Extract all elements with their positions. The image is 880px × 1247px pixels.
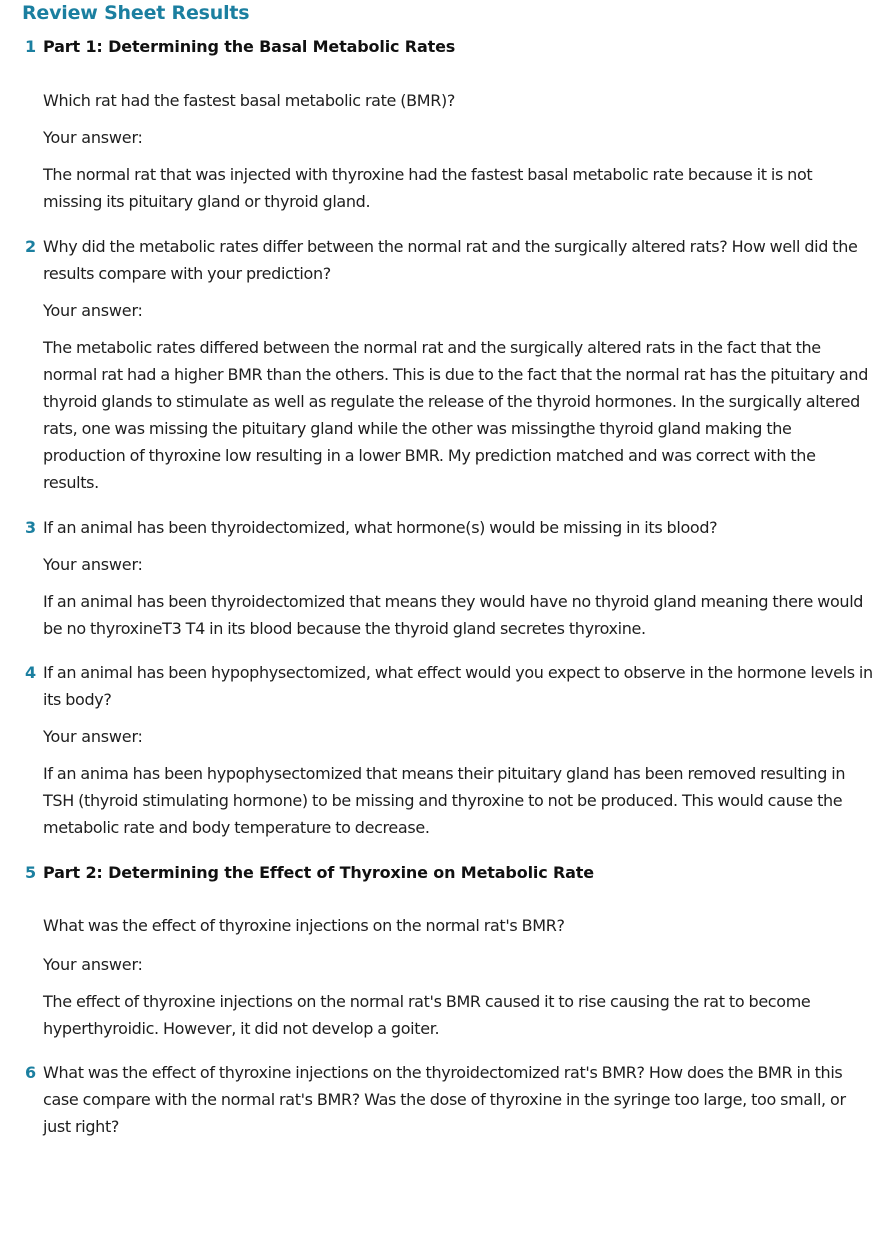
item-number: 6 (25, 1063, 37, 1082)
section-heading: Part 1: Determining the Basal Metabolic Rates (43, 37, 456, 56)
item-number: 3 (25, 518, 37, 537)
question-text: Why did the metabolic rates differ between the normal rat and the surgically altered rats? How well did the results compare with your prediction? (43, 237, 858, 283)
item-number: 4 (25, 663, 37, 682)
item-number: 5 (25, 863, 37, 882)
your-answer-label: Your answer: (43, 955, 143, 974)
answer-text: The normal rat that was injected with thyroxine had the fastest basal metabolic rate because it is not missing its pituitary gland or thyroid gland. (43, 165, 813, 211)
item-number: 2 (25, 237, 37, 256)
answer-text: The effect of thyroxine injections on the normal rat's BMR caused it to rise causing the rat to become hyperthyroidic. However, it did not develop a goiter. (43, 992, 811, 1038)
your-answer-label: Your answer: (43, 128, 143, 147)
page-title: Review Sheet Results (22, 2, 250, 24)
question-text: Which rat had the fastest basal metabolic rate (BMR)? (43, 91, 456, 110)
question-text: If an animal has been hypophysectomized, what effect would you expect to observe in the hormone levels in its body? (43, 663, 873, 709)
answer-text: If an anima has been hypophysectomized that means their pituitary gland has been removed resulting in TSH (thyroid stimulating hormone) to be missing and thyroxine to not be produced. This would cause the metabolic rate and body temperature to decrease. (43, 764, 846, 837)
your-answer-label: Your answer: (43, 555, 143, 574)
question-text: What was the effect of thyroxine injections on the thyroidectomized rat's BMR? How does the BMR in this case compare with the normal rat's BMR? Was the dose of thyroxine in the syringe too large, too small, or just right? (43, 1063, 846, 1136)
answer-text: The metabolic rates differed between the normal rat and the surgically altered rats in the fact that the normal rat had a higher BMR than the others. This is due to the fact that the normal rat has the pituitary and thyroid glands to stimulate as well as regulate the release of the thyroid hormones. In the surgically altered rats, one was missing the pituitary gland while the other was missingthe thyroid gland making the production of thyroxine low resulting in a lower BMR. My prediction matched and was correct with the results. (43, 338, 869, 492)
your-answer-label: Your answer: (43, 301, 143, 320)
item-number: 1 (25, 37, 37, 56)
section-heading: Part 2: Determining the Effect of Thyroxine on Metabolic Rate (43, 863, 595, 882)
question-text: If an animal has been thyroidectomized, what hormone(s) would be missing in its blood? (43, 518, 718, 537)
your-answer-label: Your answer: (43, 727, 143, 746)
question-text: What was the effect of thyroxine injections on the normal rat's BMR? (43, 916, 565, 935)
answer-text: If an animal has been thyroidectomized that means they would have no thyroid gland meaning there would be no thyroxineT3 T4 in its blood because the thyroid gland secretes thyroxine. (43, 592, 864, 638)
